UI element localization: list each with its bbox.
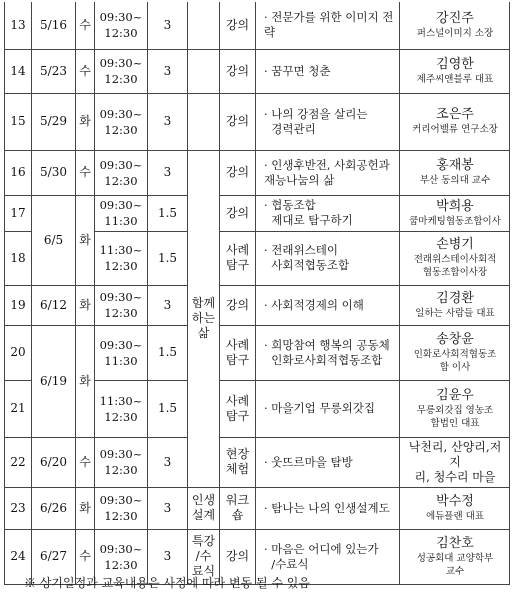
schedule-table (4, 2, 510, 585)
table-row (5, 93, 510, 150)
session-type: 현장 체험 (220, 437, 256, 487)
lecturer-name: 손병기 (436, 237, 474, 252)
table-row (5, 437, 510, 487)
session-type: 사례 탐구 (220, 231, 256, 285)
session-hours: 3 (148, 150, 188, 195)
session-number: 14 (5, 49, 32, 93)
module-cell-empty (188, 93, 220, 150)
session-hours: 3 (148, 93, 188, 150)
lecturer-cell (400, 437, 510, 487)
lecturer-name: 김윤우 (436, 387, 474, 403)
table-row (5, 325, 510, 380)
session-number: 13 (5, 2, 32, 49)
session-date: 6/27 (32, 529, 76, 584)
session-date: 5/23 (32, 49, 76, 93)
lecturer-cell (400, 49, 510, 93)
session-type: 강의 (220, 285, 256, 325)
session-date: 6/26 (32, 487, 76, 529)
session-type: 강의 (220, 529, 256, 584)
module-label: 인생 설계 (188, 487, 220, 529)
session-number: 18 (5, 231, 32, 285)
session-time: 09:30~ 12:30 (95, 93, 148, 150)
session-date: 6/5 (32, 195, 76, 285)
lecturer-name: 강진주 (436, 10, 474, 26)
session-weekday: 수 (76, 437, 95, 487)
lecturer-affiliation: 전래위스테이사회적 협동조합이사장 (413, 254, 497, 278)
table-row (5, 487, 510, 529)
session-hours: 3 (148, 49, 188, 93)
session-weekday: 화 (76, 325, 95, 437)
session-number: 16 (5, 150, 32, 195)
module-cell-empty (188, 2, 220, 49)
table-row (5, 195, 510, 231)
session-content: · 사회적경제의 이해 (256, 285, 400, 325)
session-type: 워크 숍 (220, 487, 256, 529)
lecturer-name: 박희용 (436, 198, 474, 214)
table-row (5, 285, 510, 325)
lecturer-affiliation: 에듀플랜 대표 (425, 510, 485, 522)
table-row (5, 2, 510, 49)
lecturer-name: 박수정 (436, 493, 474, 509)
session-weekday: 수 (76, 2, 95, 49)
session-date: 5/30 (32, 150, 76, 195)
lecturer-cell (400, 285, 510, 325)
session-date: 5/29 (32, 93, 76, 150)
session-type: 사례 탐구 (220, 380, 256, 437)
session-content: · 탐나는 나의 인생설계도 (256, 487, 400, 529)
session-hours: 3 (148, 529, 188, 584)
lecturer-cell (400, 487, 510, 529)
session-weekday: 화 (76, 195, 95, 285)
session-time: 09:30~ 11:30 (95, 325, 148, 380)
table-row (5, 150, 510, 195)
session-hours: 1.5 (148, 231, 188, 285)
session-number: 15 (5, 93, 32, 150)
session-date: 5/16 (32, 2, 76, 49)
session-hours: 3 (148, 487, 188, 529)
lecturer-cell (400, 150, 510, 195)
lecturer-name: 김영한 (436, 56, 474, 72)
lecturer-affiliation: 성공회대 교양학부 교수 (416, 552, 494, 577)
session-hours: 3 (148, 437, 188, 487)
session-weekday: 화 (76, 285, 95, 325)
module-label: 함께 하는 삶 (188, 150, 220, 487)
session-number: 20 (5, 325, 32, 380)
session-number: 24 (5, 529, 32, 584)
lecturer-affiliation: 제주씨앤블루 대표 (416, 73, 494, 85)
lecturer-affiliation: 부산 동의대 교수 (419, 175, 491, 186)
lecturer-name: 김경환 (436, 290, 474, 306)
module-cell-empty (188, 49, 220, 93)
lecturer-affiliation: 낙천리, 산양리,저지 리, 청수리 마을 (408, 439, 502, 484)
lecturer-cell (400, 93, 510, 150)
session-weekday: 수 (76, 150, 95, 195)
lecturer-affiliation: 퍼스널이미지 소장 (416, 27, 494, 39)
session-time: 09:30~ 11:30 (95, 195, 148, 231)
session-time: 09:30~ 12:30 (95, 285, 148, 325)
session-hours: 3 (148, 285, 188, 325)
session-weekday: 화 (76, 487, 95, 529)
session-time: 09:30~ 12:30 (95, 487, 148, 529)
session-hours: 1.5 (148, 325, 188, 380)
session-date: 6/12 (32, 285, 76, 325)
session-weekday: 수 (76, 49, 95, 93)
lecturer-cell (400, 529, 510, 584)
lecturer-affiliation: 인화로사회적협동조 합 이사 (413, 348, 497, 373)
session-content: · 마을기업 무릉외갓집 (256, 380, 400, 437)
session-time: 09:30~ 12:30 (95, 529, 148, 584)
session-type: 강의 (220, 2, 256, 49)
session-time: 09:30~ 12:30 (95, 437, 148, 487)
session-time: 11:30~ 12:30 (95, 380, 148, 437)
lecturer-cell (400, 2, 510, 49)
lecturer-name: 송창윤 (436, 331, 474, 347)
module-label: 특강 /수 료식 (188, 529, 220, 584)
lecturer-affiliation: 커리어밸류 연구소장 (412, 124, 498, 135)
lecturer-cell (400, 325, 510, 380)
session-content: · 나의 강점을 살리는 경력관리 (256, 93, 400, 150)
session-type: 사례 탐구 (220, 325, 256, 380)
session-type: 강의 (220, 49, 256, 93)
lecturer-name: 조은주 (436, 107, 474, 122)
session-number: 22 (5, 437, 32, 487)
footnote: ※ 상기일정과 교육내용은 사정에 따라 변동 될 수 있음 (24, 576, 310, 590)
session-type: 강의 (220, 195, 256, 231)
lecturer-name: 김찬호 (436, 535, 474, 551)
lecturer-cell (400, 231, 510, 285)
lecturer-affiliation: 무릉외갓집 영농조 합법인 대표 (416, 404, 494, 429)
session-content: · 전문가를 위한 이미지 전략 (256, 2, 400, 49)
session-content: · 꿈꾸면 청춘 (256, 49, 400, 93)
session-content: · 협동조합 제대로 탐구하기 (256, 195, 400, 231)
session-number: 23 (5, 487, 32, 529)
session-number: 17 (5, 195, 32, 231)
table-row (5, 49, 510, 93)
session-weekday: 화 (76, 93, 95, 150)
session-content: · 인생후반전, 사회공헌과 재능나눔의 삶 (256, 150, 400, 195)
session-content: · 웃뜨르마을 탐방 (256, 437, 400, 487)
session-number: 21 (5, 380, 32, 437)
session-time: 09:30~ 12:30 (95, 2, 148, 49)
lecturer-cell (400, 380, 510, 437)
session-time: 09:30~ 12:30 (95, 150, 148, 195)
lecturer-affiliation: 쿱마케팅협동조합이사 (409, 215, 501, 227)
session-hours: 1.5 (148, 195, 188, 231)
lecturer-name: 홍재봉 (436, 158, 474, 173)
session-number: 19 (5, 285, 32, 325)
session-time: 09:30~ 12:30 (95, 49, 148, 93)
session-date: 6/19 (32, 325, 76, 437)
session-weekday: 수 (76, 529, 95, 584)
session-content: · 희망참여 행복의 공동체 인화로사회적협동조합 (256, 325, 400, 380)
lecturer-cell (400, 195, 510, 231)
session-type: 강의 (220, 150, 256, 195)
session-hours: 3 (148, 2, 188, 49)
session-type: 강의 (220, 93, 256, 150)
session-date: 6/20 (32, 437, 76, 487)
session-hours: 1.5 (148, 380, 188, 437)
session-time: 11:30~ 12:30 (95, 231, 148, 285)
lecturer-affiliation: 일하는 사람들 대표 (415, 307, 495, 319)
session-content: · 전래위스테이 사회적협동조합 (256, 231, 400, 285)
session-content: · 마음은 어디에 있는가 /수료식 (256, 529, 400, 584)
